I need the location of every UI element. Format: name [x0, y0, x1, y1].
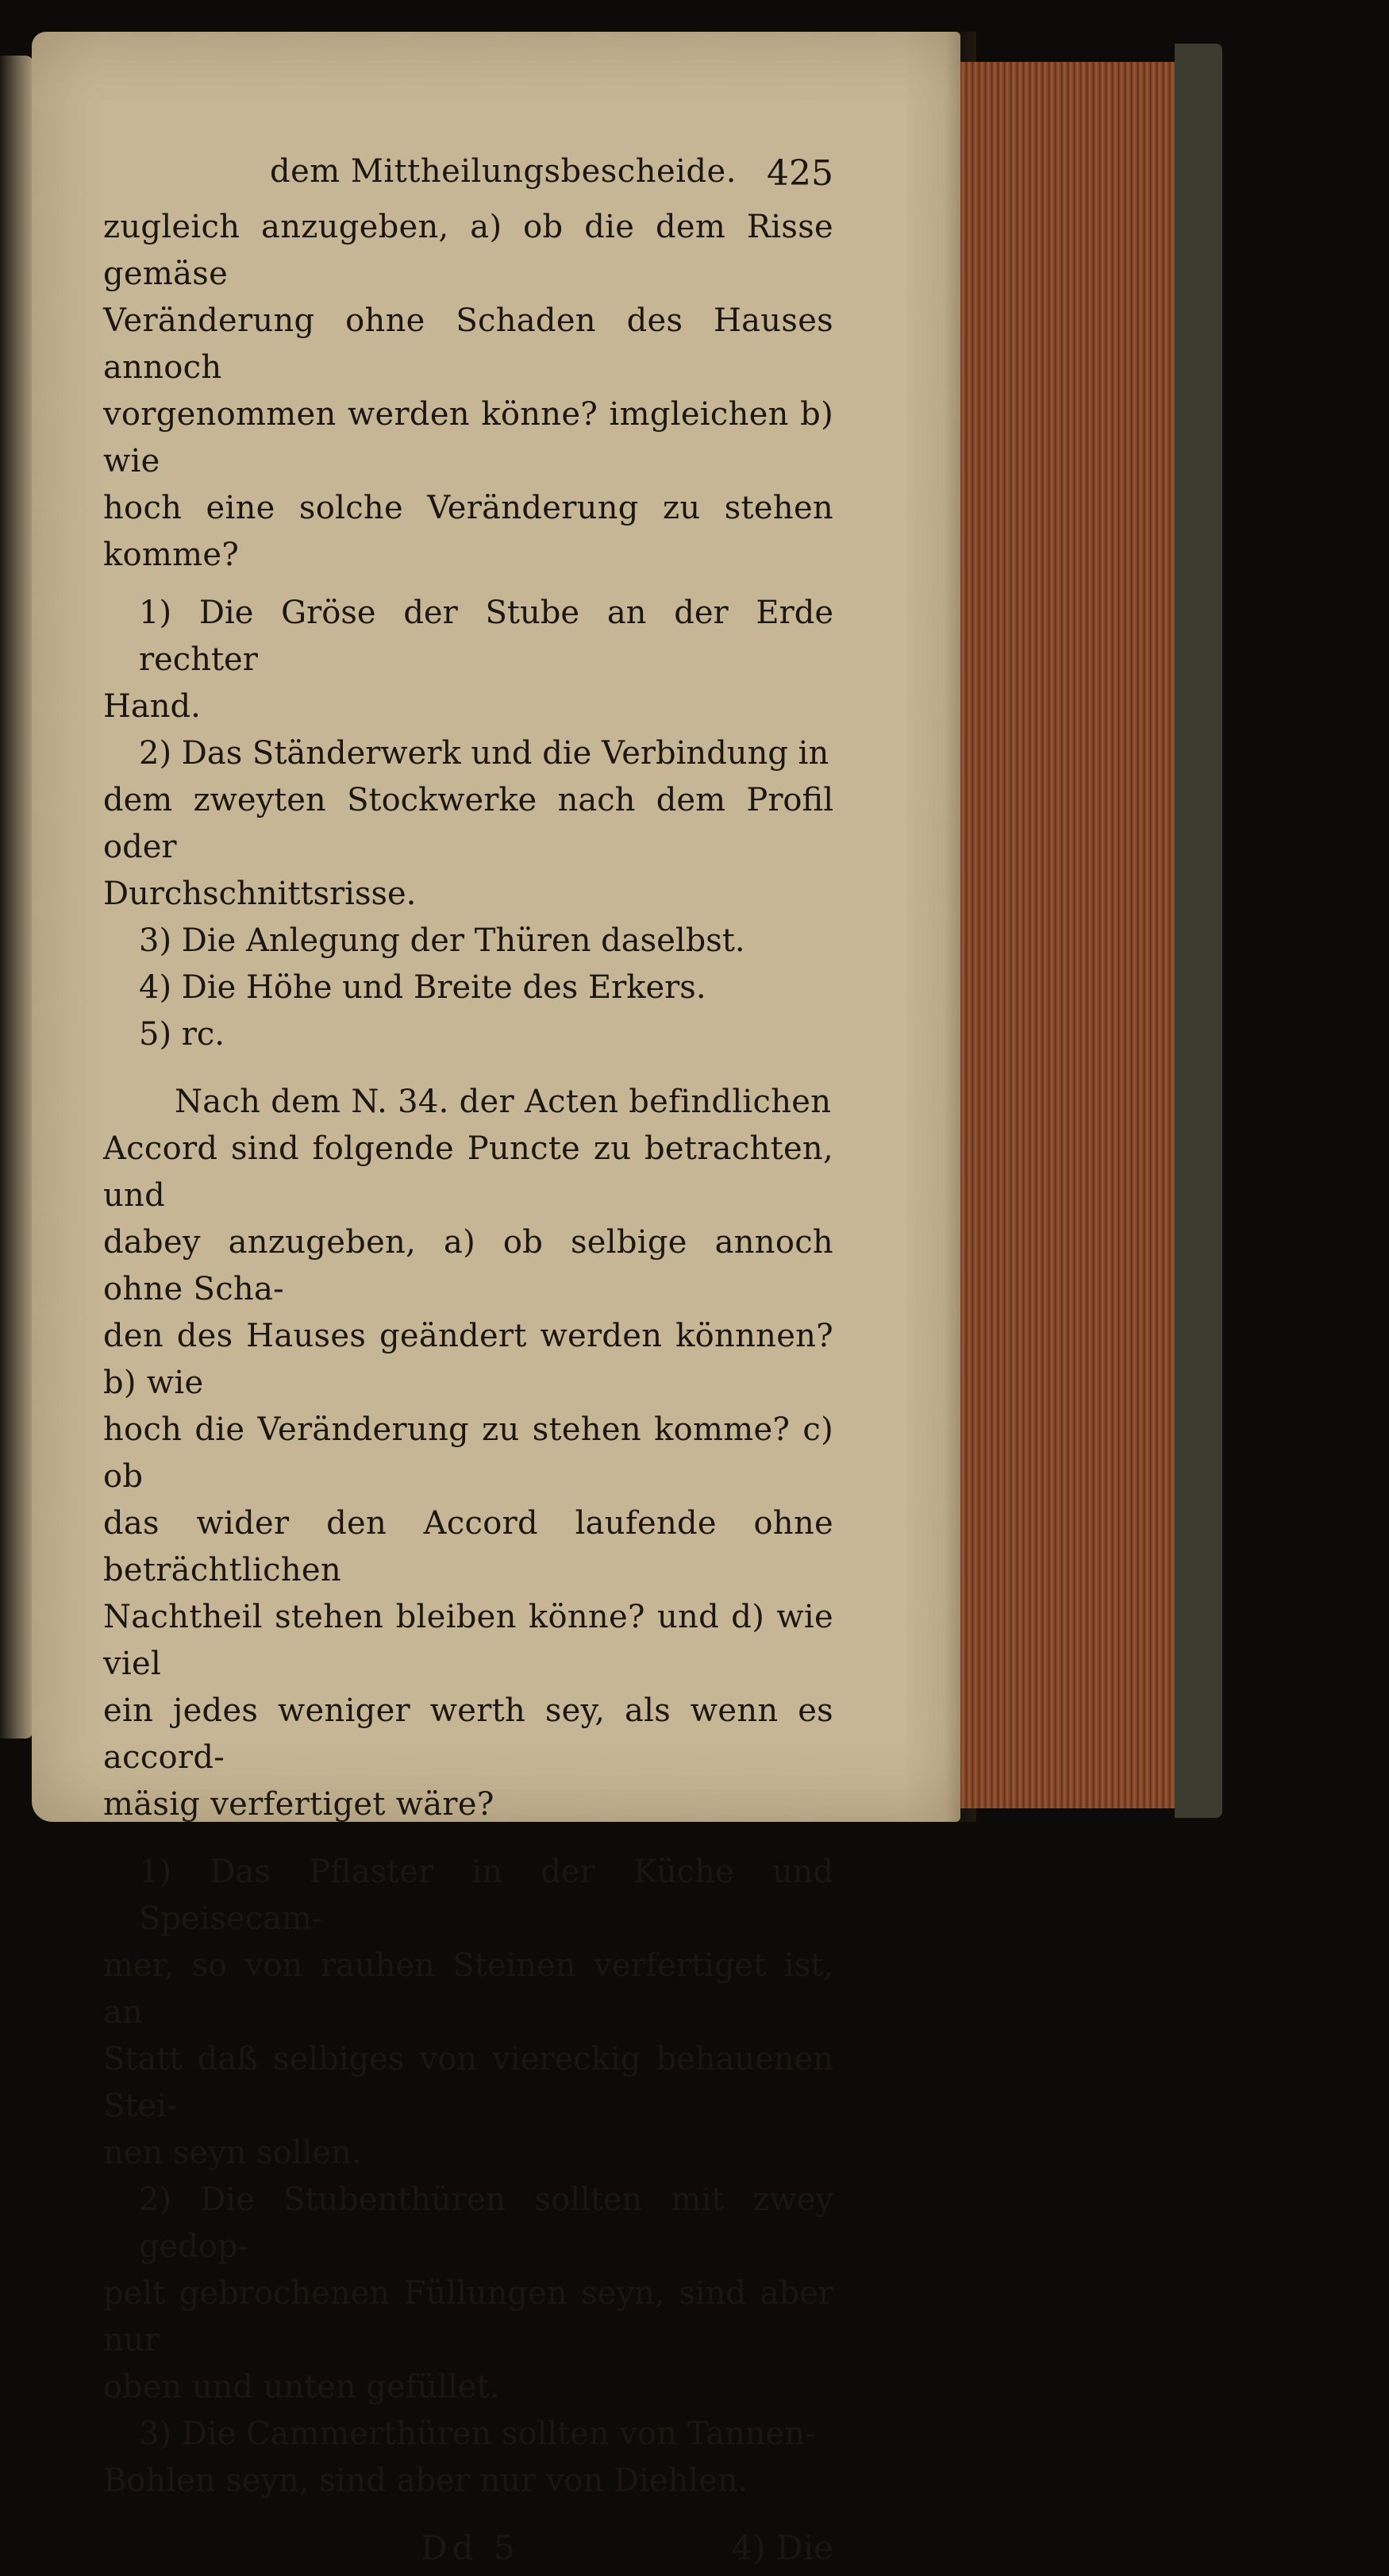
list-item: 5) rc. [139, 1016, 225, 1053]
list-item: 2) Die Stubenthüren sollten mit zwey gedop- [139, 2181, 833, 2265]
text-line: hoch eine solche Veränderung zu stehen komme? [103, 490, 833, 573]
text-line: Veränderung ohne Schaden des Hauses annoch [103, 302, 833, 386]
intro-paragraph [103, 204, 833, 579]
list-item: 2) Das Ständerwerk und die Verbindung in [139, 735, 829, 772]
text-line: hoch die Veränderung zu stehen komme? c) ob [103, 1411, 833, 1495]
middle-paragraph [103, 1079, 833, 1828]
text-line: das wider den Accord laufende ohne beträchtlichen [103, 1505, 833, 1588]
text-line: Nach dem N. 34. der Acten befindlichen [175, 1084, 832, 1120]
page-number: 425 [767, 153, 833, 194]
page-block-edge [960, 62, 1179, 1808]
book-cover-board [1175, 44, 1222, 1818]
text-line: zugleich anzugeben, a) ob die dem Risse gemäse [103, 209, 833, 292]
text-line: mäsig verfertiget wäre? [103, 1786, 494, 1823]
numbered-list-one [103, 590, 833, 1058]
list-item-continuation: pelt gebrochenen Füllungen seyn, sind aber nur [103, 2275, 833, 2358]
running-head [103, 147, 833, 204]
text-line: dabey anzugeben, a) ob selbige annoch ohne Scha- [103, 1224, 833, 1307]
signature-mark: Dd 5 [421, 2528, 520, 2567]
text-line: ein jedes weniger werth sey, als wenn es accord- [103, 1692, 833, 1776]
list-item-continuation: Hand. [103, 688, 201, 725]
page-footer [103, 2520, 833, 2576]
text-line: Accord sind folgende Puncte zu betrachten, und [103, 1130, 833, 1214]
list-item-continuation: dem zweyten Stockwerke nach dem Profil oder [103, 782, 833, 865]
list-item-continuation: nen seyn sollen. [103, 2135, 362, 2171]
list-item: 4) Die Höhe und Breite des Erkers. [139, 969, 706, 1006]
catchword: 4) Die [731, 2528, 833, 2567]
text-line: den des Hauses geändert werden könnnen? b) wie [103, 1318, 833, 1401]
list-item-continuation: Bohlen seyn, sind aber nur von Diehlen. [103, 2462, 748, 2499]
previous-page-edge [0, 56, 33, 1739]
list-item: 1) Das Pflaster in der Küche und Speisecam- [139, 1854, 833, 1937]
text-line: Nachtheil stehen bleiben könne? und d) wie viel [103, 1599, 833, 1682]
text-block [103, 147, 833, 2576]
running-title: dem Mittheilungsbescheide. [270, 153, 737, 190]
numbered-list-two [103, 1849, 833, 2505]
list-item: 1) Die Gröse der Stube an der Erde rechter [139, 595, 833, 678]
list-item-continuation: mer, so von rauhen Steinen verfertiget ist, an [103, 1947, 833, 2031]
list-item-continuation: oben und unten gefüllet. [103, 2369, 500, 2405]
list-item-continuation: Durchschnittsrisse. [103, 876, 417, 912]
list-item: 3) Die Anlegung der Thüren daselbst. [139, 922, 745, 959]
text-line: vorgenommen werden könne? imgleichen b) wie [103, 396, 833, 479]
list-item-continuation: Statt daß selbiges von viereckig behauenen Stei- [103, 2041, 833, 2124]
list-item: 3) Die Cammerthüren sollten von Tannen- [139, 2416, 816, 2452]
